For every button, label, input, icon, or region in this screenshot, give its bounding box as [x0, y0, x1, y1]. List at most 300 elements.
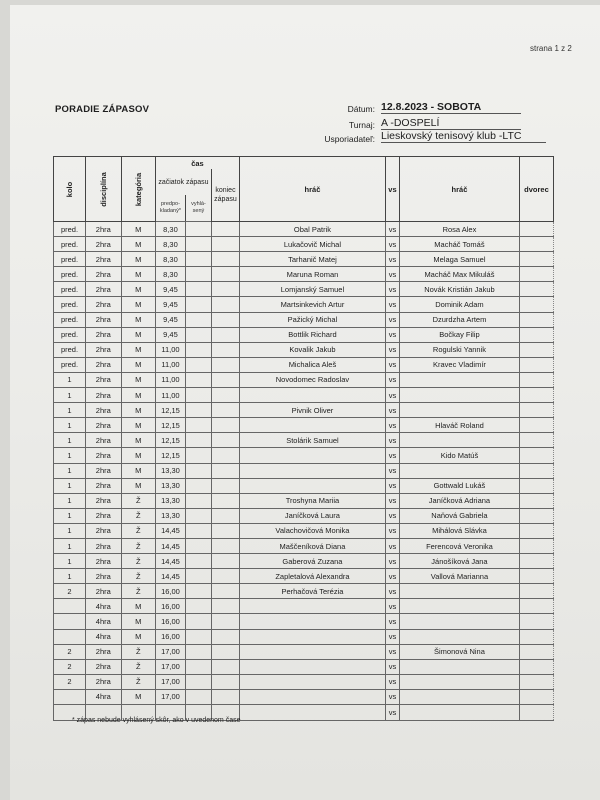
cell-disciplina: 2hra — [86, 448, 122, 463]
cell-kolo: pred. — [54, 222, 86, 237]
cell-kategoria: M — [121, 599, 155, 614]
cell-kategoria: M — [121, 433, 155, 448]
cell-kategoria: M — [121, 448, 155, 463]
cell-player-1 — [239, 674, 385, 689]
cell-dvorec — [519, 523, 553, 538]
table-row — [54, 554, 554, 569]
cell-cas-predpokladany: 11,00 — [155, 372, 185, 387]
cell-disciplina: 2hra — [86, 644, 122, 659]
organizer-label: Usporiadateľ: — [324, 134, 375, 144]
cell-kategoria: M — [121, 327, 155, 342]
cell-player-2: Hlaváč Roland — [399, 418, 519, 433]
cell-disciplina: 4hra — [86, 629, 122, 644]
table-row — [54, 463, 554, 478]
cell-player-1 — [239, 659, 385, 674]
cell-cas-vyhlaseny — [185, 222, 211, 237]
table-row — [54, 599, 554, 614]
cell-player-1: Lomjanský Samuel — [239, 282, 385, 297]
cell-kolo: 1 — [54, 403, 86, 418]
tournament-value: A -DOSPELÍ — [381, 117, 521, 130]
header-vs: vs — [385, 157, 399, 222]
header-koniec: koniec zápasu — [211, 169, 239, 222]
cell-vs: vs — [385, 659, 399, 674]
table-row — [54, 327, 554, 342]
cell-kategoria: M — [121, 312, 155, 327]
cell-vs: vs — [385, 252, 399, 267]
cell-kategoria: M — [121, 463, 155, 478]
header-dvorec: dvorec — [519, 157, 553, 222]
cell-dvorec — [519, 659, 553, 674]
table-row — [54, 282, 554, 297]
cell-cas-vyhlaseny — [185, 569, 211, 584]
cell-kolo: 2 — [54, 659, 86, 674]
cell-cas-predpokladany: 11,00 — [155, 342, 185, 357]
cell-player-2 — [399, 705, 519, 721]
cell-player-2: Dzurdzha Artem — [399, 312, 519, 327]
cell-kolo: 1 — [54, 523, 86, 538]
cell-cas-predpokladany: 16,00 — [155, 614, 185, 629]
cell-koniec — [211, 689, 239, 704]
header-zaciatok: začiatok zápasu — [155, 169, 211, 195]
cell-kategoria: M — [121, 282, 155, 297]
cell-cas-predpokladany: 12,15 — [155, 418, 185, 433]
cell-koniec — [211, 674, 239, 689]
cell-kolo — [54, 689, 86, 704]
table-row — [54, 584, 554, 599]
cell-cas-predpokladany: 14,45 — [155, 523, 185, 538]
cell-player-2: Mihálová Slávka — [399, 523, 519, 538]
cell-disciplina: 2hra — [86, 222, 122, 237]
cell-cas-predpokladany: 16,00 — [155, 584, 185, 599]
cell-dvorec — [519, 508, 553, 523]
cell-dvorec — [519, 388, 553, 403]
cell-kolo — [54, 614, 86, 629]
cell-kolo — [54, 599, 86, 614]
cell-cas-vyhlaseny — [185, 599, 211, 614]
table-row — [54, 644, 554, 659]
cell-player-2 — [399, 629, 519, 644]
table-row — [54, 493, 554, 508]
cell-cas-predpokladany: 12,15 — [155, 403, 185, 418]
cell-cas-predpokladany: 8,30 — [155, 267, 185, 282]
cell-koniec — [211, 584, 239, 599]
cell-cas-vyhlaseny — [185, 674, 211, 689]
cell-kolo — [54, 629, 86, 644]
cell-vs: vs — [385, 644, 399, 659]
table-row — [54, 418, 554, 433]
footnote: * zápas nebude vyhlásený skôr, ako v uvedenom čase — [72, 717, 241, 724]
cell-vs: vs — [385, 554, 399, 569]
header-disciplina: disciplína — [86, 157, 122, 222]
cell-cas-vyhlaseny — [185, 538, 211, 553]
cell-player-1 — [239, 689, 385, 704]
cell-kategoria: Ž — [121, 644, 155, 659]
cell-player-2 — [399, 388, 519, 403]
cell-kolo: 1 — [54, 538, 86, 553]
cell-kategoria: Ž — [121, 523, 155, 538]
cell-dvorec — [519, 599, 553, 614]
cell-kategoria: Ž — [121, 508, 155, 523]
cell-kolo: 1 — [54, 478, 86, 493]
cell-disciplina: 2hra — [86, 237, 122, 252]
table-row — [54, 508, 554, 523]
cell-kolo: pred. — [54, 267, 86, 282]
cell-dvorec — [519, 357, 553, 372]
cell-cas-predpokladany: 8,30 — [155, 252, 185, 267]
cell-cas-predpokladany: 9,45 — [155, 312, 185, 327]
cell-vs: vs — [385, 312, 399, 327]
cell-vs: vs — [385, 388, 399, 403]
cell-cas-vyhlaseny — [185, 493, 211, 508]
cell-cas-vyhlaseny — [185, 342, 211, 357]
cell-player-1 — [239, 478, 385, 493]
cell-cas-vyhlaseny — [185, 297, 211, 312]
cell-player-1: Maščeníková Diana — [239, 538, 385, 553]
cell-dvorec — [519, 297, 553, 312]
cell-kolo: pred. — [54, 297, 86, 312]
cell-kolo: 1 — [54, 388, 86, 403]
cell-kategoria: M — [121, 222, 155, 237]
cell-player-1: Janíčková Laura — [239, 508, 385, 523]
cell-cas-predpokladany: 8,30 — [155, 237, 185, 252]
cell-cas-predpokladany: 14,45 — [155, 538, 185, 553]
cell-koniec — [211, 448, 239, 463]
cell-vs: vs — [385, 599, 399, 614]
cell-player-2 — [399, 433, 519, 448]
cell-disciplina: 2hra — [86, 508, 122, 523]
cell-player-1: Tarhanič Matej — [239, 252, 385, 267]
cell-koniec — [211, 297, 239, 312]
cell-disciplina: 2hra — [86, 674, 122, 689]
cell-cas-vyhlaseny — [185, 267, 211, 282]
cell-player-2 — [399, 599, 519, 614]
cell-player-1 — [239, 629, 385, 644]
cell-cas-predpokladany: 12,15 — [155, 448, 185, 463]
cell-koniec — [211, 327, 239, 342]
cell-player-1: Troshyna Mariia — [239, 493, 385, 508]
table-row — [54, 403, 554, 418]
tournament-label: Turnaj: — [348, 120, 375, 130]
cell-dvorec — [519, 448, 553, 463]
cell-vs: vs — [385, 267, 399, 282]
cell-cas-predpokladany: 16,00 — [155, 629, 185, 644]
cell-kolo: 1 — [54, 554, 86, 569]
table-row — [54, 342, 554, 357]
page-number: strana 1 z 2 — [530, 44, 572, 53]
cell-kolo: pred. — [54, 252, 86, 267]
cell-kategoria: M — [121, 252, 155, 267]
table-row — [54, 689, 554, 704]
cell-kolo: 1 — [54, 493, 86, 508]
cell-cas-predpokladany: 13,30 — [155, 508, 185, 523]
cell-vs: vs — [385, 403, 399, 418]
cell-cas-vyhlaseny — [185, 372, 211, 387]
table-row — [54, 357, 554, 372]
cell-koniec — [211, 659, 239, 674]
table-row — [54, 629, 554, 644]
document-title: PORADIE ZÁPASOV — [55, 104, 150, 115]
cell-kategoria: Ž — [121, 538, 155, 553]
cell-cas-predpokladany: 11,00 — [155, 357, 185, 372]
cell-dvorec — [519, 372, 553, 387]
cell-disciplina: 2hra — [86, 478, 122, 493]
cell-koniec — [211, 554, 239, 569]
cell-vs: vs — [385, 629, 399, 644]
cell-disciplina: 2hra — [86, 554, 122, 569]
cell-vs: vs — [385, 237, 399, 252]
cell-kolo: 2 — [54, 644, 86, 659]
cell-vs: vs — [385, 297, 399, 312]
cell-disciplina: 2hra — [86, 312, 122, 327]
cell-player-1: Gaberová Zuzana — [239, 554, 385, 569]
header-predpokladany: predpo-kladaný* — [155, 195, 185, 222]
table-row — [54, 523, 554, 538]
cell-cas-predpokladany: 17,00 — [155, 689, 185, 704]
cell-koniec — [211, 372, 239, 387]
cell-disciplina: 2hra — [86, 659, 122, 674]
cell-player-1 — [239, 448, 385, 463]
cell-vs: vs — [385, 418, 399, 433]
cell-vs: vs — [385, 478, 399, 493]
cell-player-1 — [239, 418, 385, 433]
cell-cas-predpokladany: 8,30 — [155, 222, 185, 237]
header-kategoria: kategória — [121, 157, 155, 222]
cell-cas-predpokladany: 16,00 — [155, 599, 185, 614]
cell-dvorec — [519, 267, 553, 282]
cell-cas-vyhlaseny — [185, 689, 211, 704]
cell-kolo: 1 — [54, 433, 86, 448]
cell-kategoria: M — [121, 403, 155, 418]
cell-player-1 — [239, 388, 385, 403]
cell-koniec — [211, 403, 239, 418]
cell-dvorec — [519, 252, 553, 267]
header-player-2: hráč — [399, 157, 519, 222]
cell-cas-vyhlaseny — [185, 327, 211, 342]
cell-kolo: pred. — [54, 327, 86, 342]
cell-kolo: pred. — [54, 342, 86, 357]
header-cas: čas — [155, 157, 239, 170]
cell-disciplina: 2hra — [86, 372, 122, 387]
cell-player-2: Ferencová Veronika — [399, 538, 519, 553]
cell-dvorec — [519, 282, 553, 297]
cell-koniec — [211, 508, 239, 523]
cell-cas-vyhlaseny — [185, 523, 211, 538]
cell-dvorec — [519, 433, 553, 448]
cell-dvorec — [519, 222, 553, 237]
table-row — [54, 237, 554, 252]
cell-vs: vs — [385, 357, 399, 372]
cell-koniec — [211, 629, 239, 644]
table-row — [54, 433, 554, 448]
cell-player-1: Bottlik Richard — [239, 327, 385, 342]
cell-player-2 — [399, 614, 519, 629]
cell-kategoria: M — [121, 372, 155, 387]
table-row — [54, 388, 554, 403]
cell-player-1: Pivnik Oliver — [239, 403, 385, 418]
cell-cas-vyhlaseny — [185, 252, 211, 267]
cell-kategoria: M — [121, 388, 155, 403]
cell-kategoria: M — [121, 689, 155, 704]
cell-disciplina: 2hra — [86, 252, 122, 267]
cell-kolo: 1 — [54, 569, 86, 584]
cell-vs: vs — [385, 508, 399, 523]
cell-koniec — [211, 523, 239, 538]
cell-player-2: Bočkay Filip — [399, 327, 519, 342]
cell-koniec — [211, 599, 239, 614]
cell-disciplina: 2hra — [86, 538, 122, 553]
cell-kolo: 1 — [54, 448, 86, 463]
cell-cas-vyhlaseny — [185, 237, 211, 252]
cell-cas-vyhlaseny — [185, 554, 211, 569]
cell-player-1 — [239, 614, 385, 629]
cell-kolo: pred. — [54, 357, 86, 372]
cell-dvorec — [519, 689, 553, 704]
cell-kategoria: M — [121, 357, 155, 372]
cell-disciplina: 2hra — [86, 282, 122, 297]
cell-vs: vs — [385, 493, 399, 508]
cell-disciplina: 2hra — [86, 297, 122, 312]
cell-dvorec — [519, 674, 553, 689]
cell-cas-predpokladany: 9,45 — [155, 282, 185, 297]
cell-cas-predpokladany: 14,45 — [155, 554, 185, 569]
cell-koniec — [211, 478, 239, 493]
cell-player-2: Jánošíková Jana — [399, 554, 519, 569]
table-row — [54, 372, 554, 387]
cell-kategoria: M — [121, 342, 155, 357]
cell-koniec — [211, 388, 239, 403]
table-row — [54, 267, 554, 282]
cell-vs: vs — [385, 463, 399, 478]
cell-vs: vs — [385, 448, 399, 463]
cell-cas-vyhlaseny — [185, 282, 211, 297]
cell-dvorec — [519, 569, 553, 584]
cell-kategoria: Ž — [121, 659, 155, 674]
cell-koniec — [211, 267, 239, 282]
cell-vs: vs — [385, 674, 399, 689]
cell-vs: vs — [385, 584, 399, 599]
cell-kolo: 1 — [54, 508, 86, 523]
cell-player-2: Vallová Marianna — [399, 569, 519, 584]
cell-player-2 — [399, 463, 519, 478]
cell-cas-predpokladany: 17,00 — [155, 659, 185, 674]
cell-player-1: Kovalik Jakub — [239, 342, 385, 357]
cell-player-2 — [399, 674, 519, 689]
cell-dvorec — [519, 463, 553, 478]
cell-cas-vyhlaseny — [185, 403, 211, 418]
cell-cas-vyhlaseny — [185, 312, 211, 327]
cell-vs: vs — [385, 523, 399, 538]
table-row — [54, 252, 554, 267]
cell-koniec — [211, 644, 239, 659]
cell-vs: vs — [385, 372, 399, 387]
cell-cas-predpokladany: 12,15 — [155, 433, 185, 448]
cell-player-2: Šimonová Nina — [399, 644, 519, 659]
cell-cas-vyhlaseny — [185, 659, 211, 674]
cell-koniec — [211, 357, 239, 372]
cell-vs: vs — [385, 689, 399, 704]
cell-player-2: Macháč Tomáš — [399, 237, 519, 252]
cell-player-1 — [239, 463, 385, 478]
cell-kategoria: Ž — [121, 674, 155, 689]
cell-cas-predpokladany: 17,00 — [155, 644, 185, 659]
cell-koniec — [211, 463, 239, 478]
cell-player-2: Naňová Gabriela — [399, 508, 519, 523]
cell-player-2: Rogulski Yannik — [399, 342, 519, 357]
cell-dvorec — [519, 478, 553, 493]
cell-dvorec — [519, 614, 553, 629]
cell-disciplina: 2hra — [86, 357, 122, 372]
cell-cas-predpokladany: 13,30 — [155, 493, 185, 508]
cell-vs: vs — [385, 222, 399, 237]
cell-player-2: Rosa Alex — [399, 222, 519, 237]
table-row — [54, 448, 554, 463]
cell-kategoria: M — [121, 614, 155, 629]
cell-koniec — [211, 342, 239, 357]
cell-dvorec — [519, 554, 553, 569]
cell-cas-predpokladany: 17,00 — [155, 674, 185, 689]
cell-dvorec — [519, 327, 553, 342]
cell-player-1: Obal Patrik — [239, 222, 385, 237]
cell-player-1: Valachovičová Monika — [239, 523, 385, 538]
cell-koniec — [211, 282, 239, 297]
cell-koniec — [211, 312, 239, 327]
cell-cas-vyhlaseny — [185, 357, 211, 372]
cell-dvorec — [519, 418, 553, 433]
cell-player-2 — [399, 584, 519, 599]
cell-player-1 — [239, 644, 385, 659]
cell-cas-predpokladany: 13,30 — [155, 463, 185, 478]
cell-cas-vyhlaseny — [185, 629, 211, 644]
cell-cas-vyhlaseny — [185, 644, 211, 659]
cell-cas-vyhlaseny — [185, 418, 211, 433]
table-row — [54, 674, 554, 689]
cell-dvorec — [519, 629, 553, 644]
cell-player-2: Kravec Vladimír — [399, 357, 519, 372]
cell-kategoria: M — [121, 297, 155, 312]
table-row — [54, 312, 554, 327]
cell-kategoria: M — [121, 418, 155, 433]
cell-player-1: Perhačová Terézia — [239, 584, 385, 599]
cell-cas-predpokladany: 9,45 — [155, 297, 185, 312]
cell-dvorec — [519, 493, 553, 508]
cell-vs: vs — [385, 282, 399, 297]
cell-kolo: pred. — [54, 237, 86, 252]
cell-dvorec — [519, 403, 553, 418]
cell-vs: vs — [385, 327, 399, 342]
cell-player-1: Zapletalová Alexandra — [239, 569, 385, 584]
cell-player-1: Lukačovič Michal — [239, 237, 385, 252]
cell-kolo: 2 — [54, 584, 86, 599]
cell-cas-predpokladany: 14,45 — [155, 569, 185, 584]
date-value: 12.8.2023 - SOBOTA — [381, 101, 521, 114]
cell-player-2: Janíčková Adriana — [399, 493, 519, 508]
cell-cas-vyhlaseny — [185, 614, 211, 629]
cell-kategoria: Ž — [121, 493, 155, 508]
cell-cas-vyhlaseny — [185, 433, 211, 448]
cell-kategoria: M — [121, 629, 155, 644]
cell-player-2 — [399, 689, 519, 704]
table-row — [54, 222, 554, 237]
match-schedule-table — [53, 156, 554, 721]
table-row — [54, 659, 554, 674]
cell-vs: vs — [385, 433, 399, 448]
cell-player-2 — [399, 659, 519, 674]
cell-player-2 — [399, 403, 519, 418]
cell-dvorec — [519, 705, 553, 721]
cell-player-2: Dominik Adam — [399, 297, 519, 312]
cell-player-1: Michalica Aleš — [239, 357, 385, 372]
cell-disciplina: 2hra — [86, 433, 122, 448]
